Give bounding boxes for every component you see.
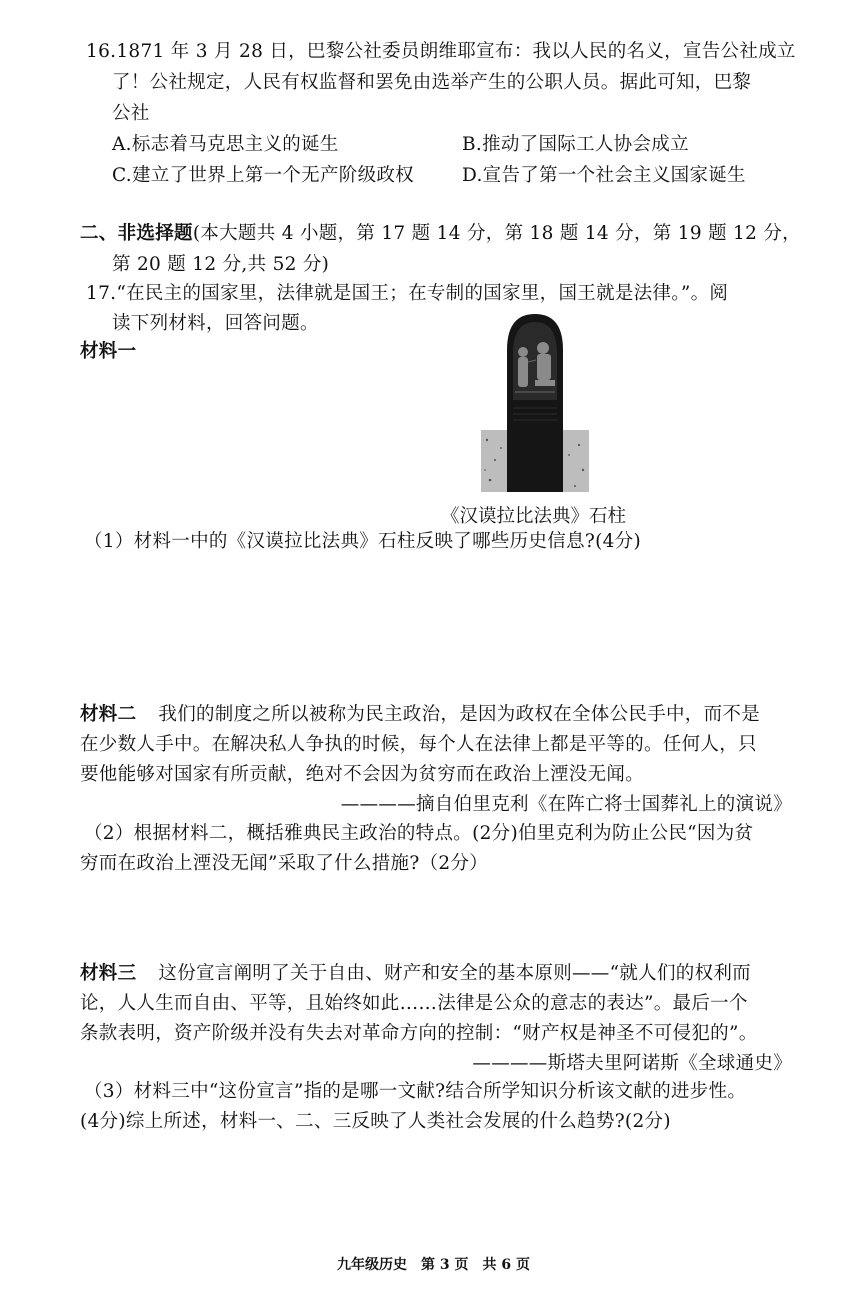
section2-heading: 二、非选择题 [80,223,193,244]
material2-line1-wrap [80,703,760,727]
material2-label: 材料二 [80,704,137,725]
material3-line2: 论，人人生而自由、平等，且始终如此……法律是公众的意志的表达”。最后一个 [80,993,748,1014]
q16-line2: 了！公社规定，人民有权监督和罢免由选举产生的公职人员。据此可知，巴黎 [112,72,752,93]
q16-line1: 16.1871 年 3 月 28 日，巴黎公社委员朗维耶宣布：我以人民的名义，宣告公社成立 [86,41,796,62]
material2-line2: 在少数人手中。在解决私人争执的时候，每个人在法律上都是平等的。任何人，只 [80,734,757,755]
section2-desc1: (本大题共 4 小题，第 17 题 14 分，第 18 题 14 分，第 19 题 12 分， [192,223,801,244]
material3-line1-wrap [80,962,751,986]
q16-option-c: C.建立了世界上第一个无产阶级政权 [112,165,414,186]
material2-line3: 要他能够对国家有所贡献，绝对不会因为贫穷而在政治上湮没无闻。 [80,764,645,785]
section2-heading-line [80,222,801,246]
q16-option-b: B.推动了国际工人协会成立 [462,134,689,155]
material3-label: 材料三 [80,963,137,984]
material2-line1: 我们的制度之所以被称为民主政治，是因为政权在全体公民手中，而不是 [158,704,761,725]
sub-question-2-line1: （2）根据材料二，概括雅典民主政治的特点。(2分)伯里克利为防止公民“因为贫 [84,823,754,844]
material2-source: ————摘自伯里克利《在阵亡将士国葬礼上的演说》 [340,794,792,815]
sub-question-2-line2: 穷而在政治上湮没无闻”采取了什么措施?（2分） [80,853,489,874]
material3-line3: 条款表明，资产阶级并没有失去对革命方向的控制：“财产权是神圣不可侵犯的”。 [80,1023,758,1044]
q16-line3: 公社 [112,103,150,124]
material3-line1: 这份宣言阐明了关于自由、财产和安全的基本原则——“就人们的权利而 [158,963,751,984]
hammurabi-stele-image [481,310,589,492]
image-caption: 《汉谟拉比法典》石柱 [441,506,627,527]
sub-question-3-line1: （3）材料三中“这份宣言”指的是哪一文献?结合所学知识分析该文献的进步性。 [84,1081,747,1102]
material3-source: ————斯塔夫里阿诺斯《全球通史》 [472,1053,792,1074]
q17-line2: 读下列材料，回答问题。 [112,313,319,334]
sub-question-3-line2: (4分)综上所述，材料一、二、三反映了人类社会发展的什么趋势?(2分) [80,1111,671,1132]
page-footer: 九年级历史 第 3 页 共 6 页 [337,1257,530,1273]
q17-line1: 17.“在民主的国家里，法律就是国王；在专制的国家里，国王就是法律。”。阅 [86,283,729,304]
section2-desc2: 第 20 题 12 分,共 52 分) [112,254,330,275]
q16-option-d: D.宣告了第一个社会主义国家诞生 [462,165,746,186]
sub-question-1: （1）材料一中的《汉谟拉比法典》石柱反映了哪些历史信息?(4分) [84,531,641,552]
material1-label: 材料一 [80,341,137,362]
q16-option-a: A.标志着马克思主义的诞生 [112,134,339,155]
